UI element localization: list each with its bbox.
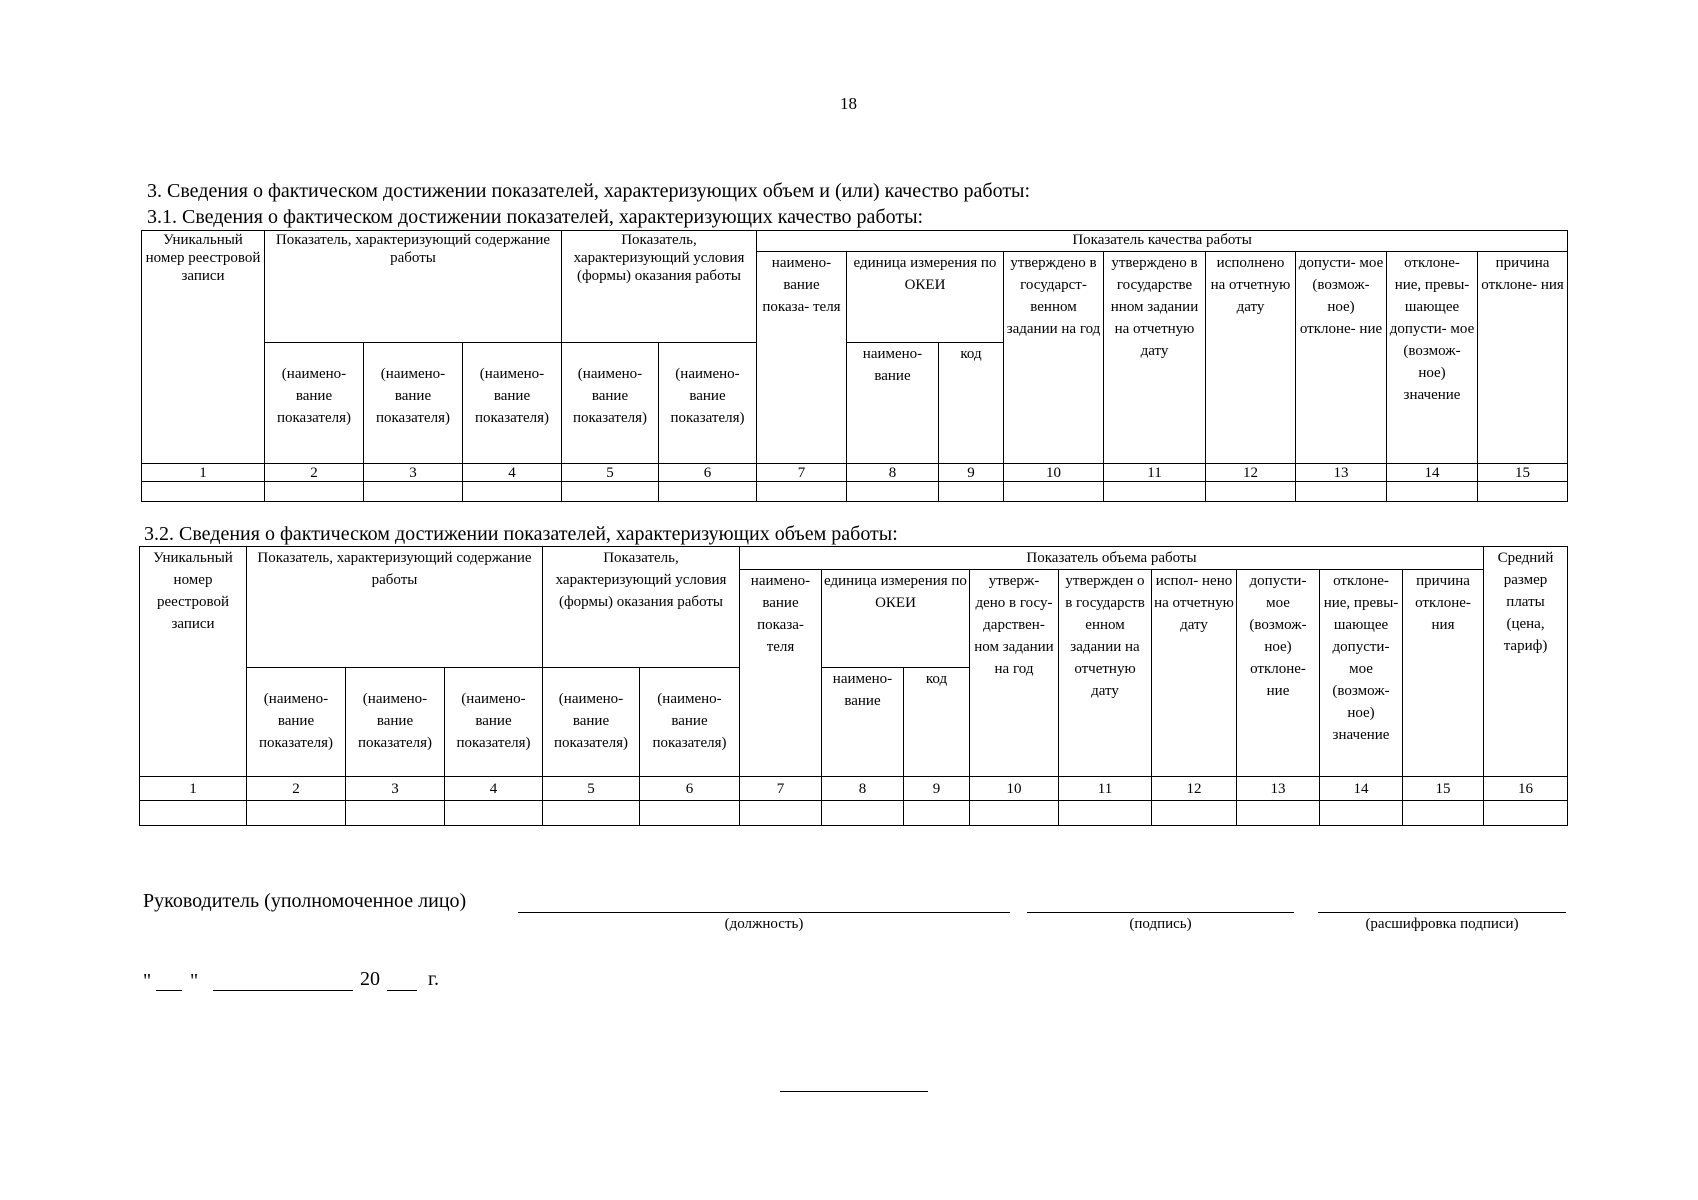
quality-indicators-table xyxy=(141,230,1568,502)
section-3-1-title: 3.1. Сведения о фактическом достижении показателей, характеризующих качество работы: xyxy=(147,206,924,228)
col-number: 13 xyxy=(1237,777,1320,801)
header-indicator-name: наимено- вание показа- теля xyxy=(757,252,847,464)
col-number: 4 xyxy=(463,464,562,482)
col-number: 1 xyxy=(140,777,247,801)
subheader-name-2: (наимено- вание показателя) xyxy=(247,668,346,777)
table-row-empty xyxy=(140,801,1568,826)
name-decode-caption: (расшифровка подписи) xyxy=(1365,916,1519,932)
header-reason: причина отклоне- ния xyxy=(1478,252,1568,464)
col-number: 7 xyxy=(757,464,847,482)
col-number: 8 xyxy=(822,777,904,801)
column-number-row xyxy=(142,464,1568,482)
subheader-name-5: (наимено- вание показателя) xyxy=(562,343,659,464)
name-decode-line xyxy=(1318,912,1566,913)
year-line xyxy=(387,990,417,991)
subheader-name-3: (наимено- вание показателя) xyxy=(364,343,463,464)
col-number: 15 xyxy=(1403,777,1484,801)
position-caption: (должность) xyxy=(724,916,804,932)
header-unit-name: наимено- вание xyxy=(847,343,939,464)
header-executed: испол- нено на отчетную дату xyxy=(1152,570,1237,777)
date-quote-close: " xyxy=(190,970,199,992)
col-number: 14 xyxy=(1387,464,1478,482)
header-allowed-deviation: допусти- мое (возмож- ное) отклоне- ние xyxy=(1296,252,1387,464)
header-conditions: Показатель, характеризующий условия (формы) оказания работы xyxy=(562,231,757,343)
col-number: 3 xyxy=(346,777,445,801)
month-line xyxy=(213,990,353,991)
header-excess-deviation: отклоне- ние, превы- шающее допусти- мое (возмож- ное) значение xyxy=(1387,252,1478,464)
subheader-name-6: (наимено- вание показателя) xyxy=(659,343,757,464)
header-reason: причина отклоне- ния xyxy=(1403,570,1484,777)
col-number: 14 xyxy=(1320,777,1403,801)
header-unit-code: код xyxy=(939,343,1004,464)
subheader-name-4: (наимено- вание показателя) xyxy=(463,343,562,464)
date-quote-open: " xyxy=(143,970,152,992)
col-number: 5 xyxy=(562,464,659,482)
header-conditions: Показатель, характеризующий условия (формы) оказания работы xyxy=(543,547,740,668)
subheader-name-4: (наимено- вание показателя) xyxy=(445,668,543,777)
col-number: 3 xyxy=(364,464,463,482)
table-row-empty xyxy=(142,482,1568,502)
section-3-2-title: 3.2. Сведения о фактическом достижении показателей, характеризующих объем работы: xyxy=(144,523,898,545)
col-number: 2 xyxy=(265,464,364,482)
header-excess-deviation: отклоне- ние, превы- шающее допусти- мое (возмож- ное) значение xyxy=(1320,570,1403,777)
header-content: Показатель, характеризующий содержание работы xyxy=(247,547,543,668)
header-executed: исполнено на отчетную дату xyxy=(1206,252,1296,464)
col-number: 16 xyxy=(1484,777,1568,801)
subheader-name-2: (наимено- вание показателя) xyxy=(265,343,364,464)
signature-caption: (подпись) xyxy=(1129,916,1192,932)
header-indicator-name: наимено- вание показа- теля xyxy=(740,570,822,777)
header-unit: единица измерения по ОКЕИ xyxy=(822,570,970,668)
header-unique-number: Уникальный номер реестровой записи xyxy=(140,547,247,777)
col-number: 6 xyxy=(659,464,757,482)
col-number: 9 xyxy=(939,464,1004,482)
header-approved-year: утверждено в государст- венном задании на год xyxy=(1004,252,1104,464)
header-quality-group: Показатель качества работы xyxy=(757,231,1568,252)
position-line xyxy=(518,912,1010,913)
col-number: 11 xyxy=(1059,777,1152,801)
col-number: 12 xyxy=(1152,777,1237,801)
header-average-fee: Средний размер платы (цена, тариф) xyxy=(1484,547,1568,777)
col-number: 13 xyxy=(1296,464,1387,482)
column-number-row xyxy=(140,777,1568,801)
header-allowed-deviation: допусти- мое (возмож- ное) отклоне- ние xyxy=(1237,570,1320,777)
page-number: 18 xyxy=(840,94,857,113)
signature-line xyxy=(1027,912,1294,913)
col-number: 2 xyxy=(247,777,346,801)
header-unit-code: код xyxy=(904,668,970,777)
header-volume-group: Показатель объема работы xyxy=(740,547,1484,570)
year-prefix: 20 xyxy=(360,968,380,990)
header-approved-year: утверж- дено в госу- дарствен- ном задании на год xyxy=(970,570,1059,777)
signature-label: Руководитель (уполномоченное лицо) xyxy=(143,890,467,912)
col-number: 7 xyxy=(740,777,822,801)
year-suffix: г. xyxy=(428,968,439,990)
col-number: 1 xyxy=(142,464,265,482)
section-3-title: 3. Сведения о фактическом достижении показателей, характеризующих объем и (или) качество работы: xyxy=(147,180,1031,202)
subheader-name-6: (наимено- вание показателя) xyxy=(640,668,740,777)
header-content: Показатель, характеризующий содержание работы xyxy=(265,231,562,343)
col-number: 10 xyxy=(970,777,1059,801)
header-unit-name: наимено- вание xyxy=(822,668,904,777)
header-unit: единица измерения по ОКЕИ xyxy=(847,252,1004,343)
day-line xyxy=(156,990,182,991)
end-rule xyxy=(780,1091,928,1092)
col-number: 11 xyxy=(1104,464,1206,482)
col-number: 8 xyxy=(847,464,939,482)
volume-indicators-table xyxy=(139,546,1568,826)
col-number: 4 xyxy=(445,777,543,801)
header-approved-date: утверждено в государстве нном задании на отчетную дату xyxy=(1104,252,1206,464)
subheader-name-3: (наимено- вание показателя) xyxy=(346,668,445,777)
header-unique-number: Уникальный номер реестровой записи xyxy=(142,231,265,464)
header-approved-date: утвержден о в государств енном задании на отчетную дату xyxy=(1059,570,1152,777)
col-number: 9 xyxy=(904,777,970,801)
col-number: 5 xyxy=(543,777,640,801)
col-number: 6 xyxy=(640,777,740,801)
col-number: 10 xyxy=(1004,464,1104,482)
subheader-name-5: (наимено- вание показателя) xyxy=(543,668,640,777)
col-number: 12 xyxy=(1206,464,1296,482)
col-number: 15 xyxy=(1478,464,1568,482)
